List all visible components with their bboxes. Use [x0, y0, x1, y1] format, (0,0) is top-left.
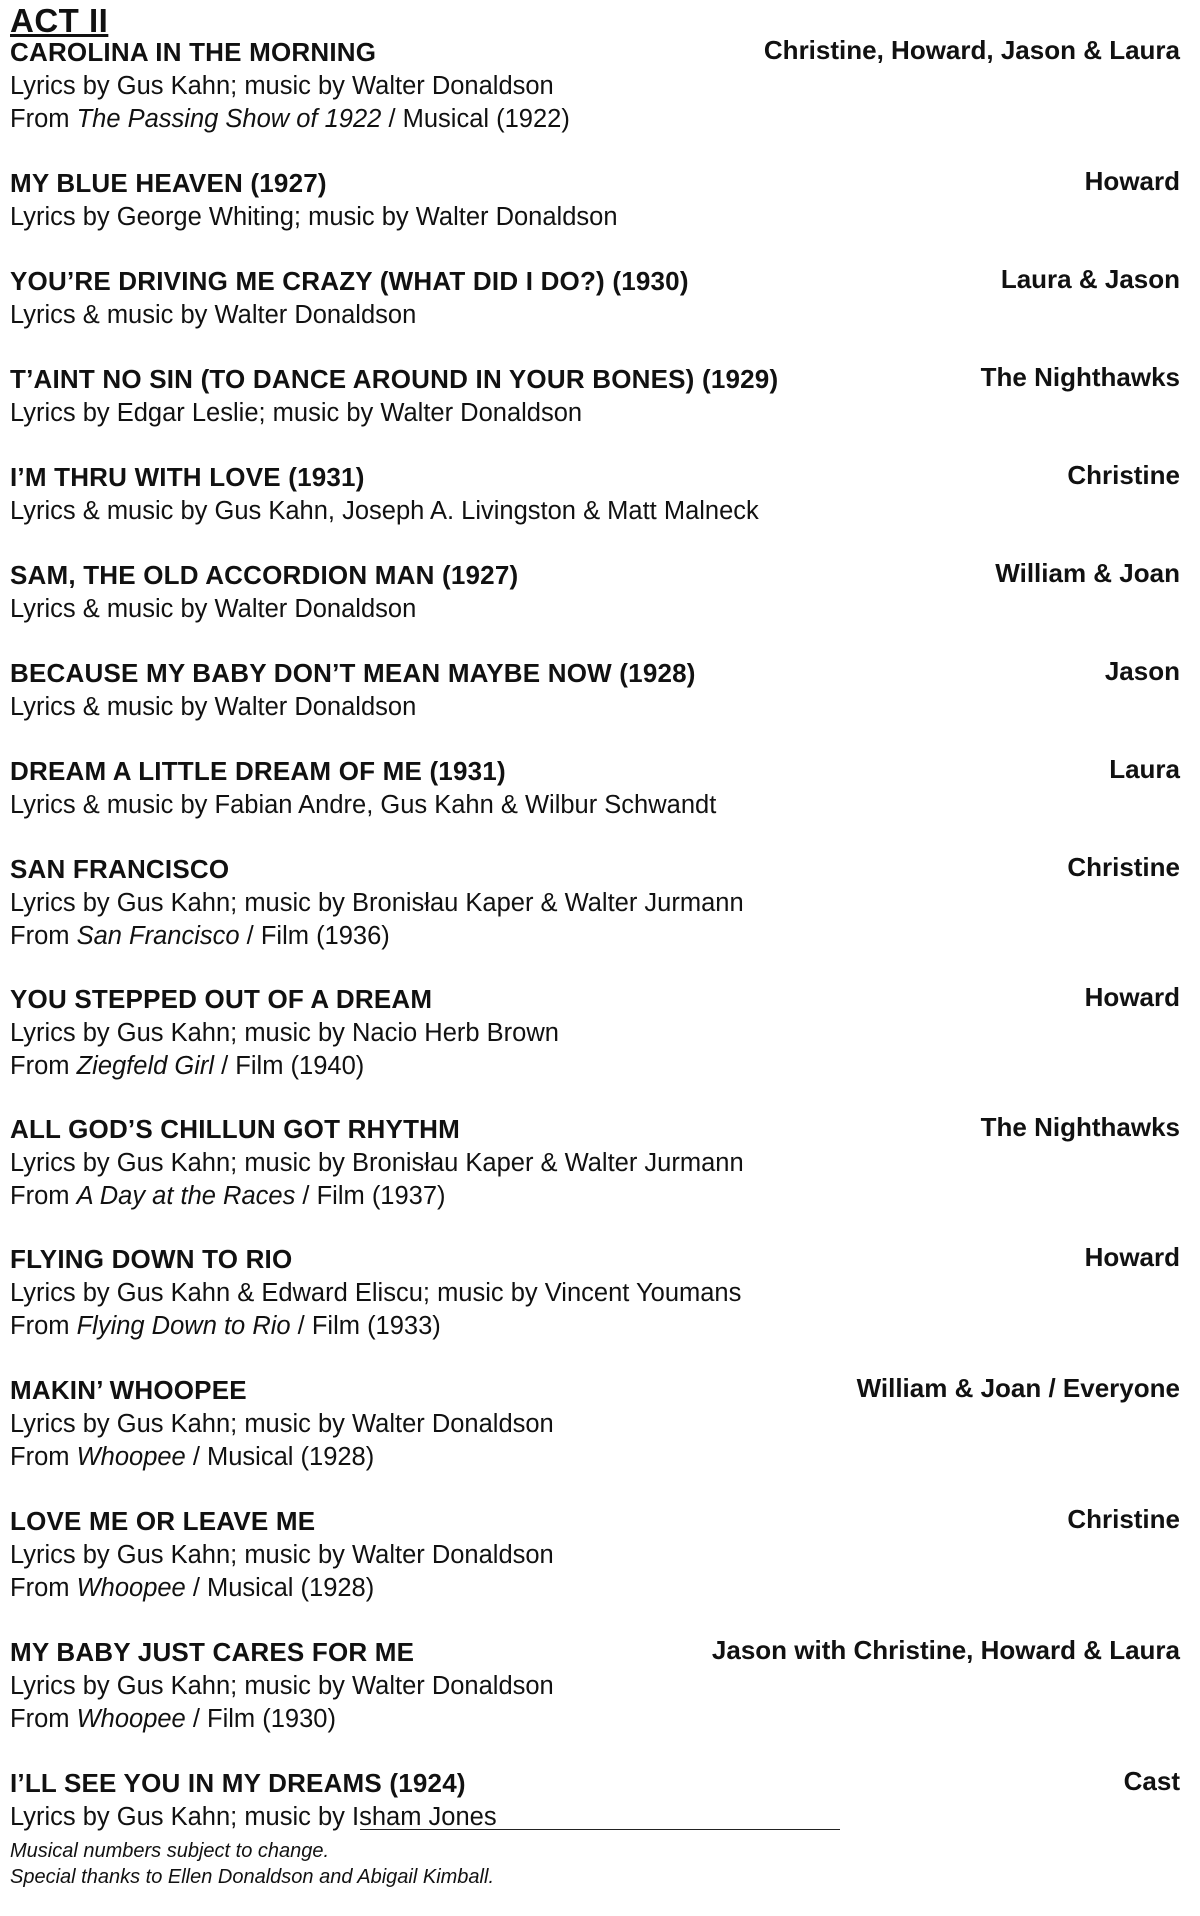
- song-performers: Howard: [1084, 166, 1180, 196]
- song-credits: Lyrics by Gus Kahn; music by Walter Donaldson: [10, 1541, 554, 1569]
- song-credits: Lyrics by Gus Kahn; music by Walter Donaldson: [10, 72, 554, 100]
- song-performers: Christine: [1067, 852, 1180, 882]
- song-source: [10, 103, 1180, 136]
- source-suffix: / Musical (1928): [185, 1443, 375, 1471]
- song-entry: [10, 1244, 1180, 1343]
- source-title: San Francisco: [76, 922, 240, 950]
- source-title: Ziegfeld Girl: [76, 1052, 215, 1080]
- song-source: [10, 1441, 1180, 1474]
- song-source: [10, 920, 1180, 953]
- song-performers: Laura & Jason: [1000, 264, 1180, 294]
- song-entry: [10, 756, 1180, 822]
- song-credits: Lyrics & music by Walter Donaldson: [10, 595, 417, 623]
- song-credits: Lyrics by Gus Kahn; music by Walter Donaldson: [10, 1672, 554, 1700]
- song-title: YOU’RE DRIVING ME CRAZY (WHAT DID I DO?) (1930): [10, 266, 689, 296]
- song-entry: [10, 658, 1180, 724]
- source-suffix: / Musical (1922): [381, 105, 570, 133]
- source-prefix: From: [10, 1182, 77, 1210]
- song-header: [10, 37, 1180, 70]
- song-title: MAKIN’ WHOOPEE: [10, 1375, 247, 1405]
- song-performers: Jason with Christine, Howard & Laura: [711, 1635, 1180, 1665]
- source-prefix: From: [10, 1052, 77, 1080]
- song-header: [10, 658, 1180, 691]
- source-suffix: / Film (1930): [185, 1705, 336, 1733]
- song-header: [10, 560, 1180, 593]
- song-entry: [10, 37, 1180, 136]
- source-prefix: From: [10, 1705, 77, 1733]
- song-header: [10, 462, 1180, 495]
- song-credits: Lyrics by Gus Kahn & Edward Eliscu; music by Vincent Youmans: [10, 1279, 742, 1307]
- source-prefix: From: [10, 1443, 77, 1471]
- song-source: [10, 1180, 1180, 1213]
- source-prefix: From: [10, 922, 77, 950]
- song-credits: Lyrics & music by Walter Donaldson: [10, 301, 417, 329]
- act-title: ACT II: [10, 2, 109, 39]
- song-credits: Lyrics by Gus Kahn; music by Walter Donaldson: [10, 1410, 554, 1438]
- song-title: I’M THRU WITH LOVE (1931): [10, 462, 365, 492]
- footnotes: [10, 1838, 494, 1890]
- song-entry: [10, 266, 1180, 332]
- source-suffix: / Musical (1928): [185, 1574, 375, 1602]
- song-performers: William & Joan / Everyone: [856, 1373, 1180, 1403]
- footnote-line: Special thanks to Ellen Donaldson and Abigail Kimball.: [10, 1866, 494, 1888]
- song-title: DREAM A LITTLE DREAM OF ME (1931): [10, 756, 506, 786]
- source-prefix: From: [10, 1312, 77, 1340]
- footnote-line: Musical numbers subject to change.: [10, 1840, 330, 1862]
- song-header: [10, 854, 1180, 887]
- song-performers: Howard: [1084, 982, 1180, 1012]
- song-credits: Lyrics by Gus Kahn; music by Nacio Herb Brown: [10, 1019, 559, 1047]
- source-prefix: From: [10, 105, 77, 133]
- song-title: ALL GOD’S CHILLUN GOT RHYTHM: [10, 1114, 460, 1144]
- source-title: Whoopee: [76, 1443, 186, 1471]
- song-credits: Lyrics by Gus Kahn; music by Isham Jones: [10, 1803, 497, 1831]
- song-entry: [10, 168, 1180, 234]
- song-title: BECAUSE MY BABY DON’T MEAN MAYBE NOW (1928): [10, 658, 696, 688]
- source-suffix: / Film (1940): [214, 1052, 365, 1080]
- song-credits: Lyrics & music by Walter Donaldson: [10, 693, 417, 721]
- source-suffix: / Film (1933): [290, 1312, 441, 1340]
- song-title: FLYING DOWN TO RIO: [10, 1244, 293, 1274]
- song-credits: Lyrics & music by Gus Kahn, Joseph A. Livingston & Matt Malneck: [10, 497, 759, 525]
- song-entry: [10, 984, 1180, 1083]
- song-performers: Cast: [1123, 1766, 1180, 1796]
- song-source: [10, 1050, 1180, 1083]
- source-title: Flying Down to Rio: [76, 1312, 291, 1340]
- source-prefix: From: [10, 1574, 77, 1602]
- song-source: [10, 1703, 1180, 1736]
- song-header: [10, 1375, 1180, 1408]
- song-header: [10, 984, 1180, 1017]
- source-suffix: / Film (1937): [295, 1182, 446, 1210]
- song-header: [10, 756, 1180, 789]
- song-performers: The Nighthawks: [980, 362, 1180, 392]
- song-credits: Lyrics by Edgar Leslie; music by Walter Donaldson: [10, 399, 583, 427]
- song-entry: [10, 1637, 1180, 1736]
- song-source: [10, 1310, 1180, 1343]
- song-credits: Lyrics by Gus Kahn; music by Bronisłau Kaper & Walter Jurmann: [10, 889, 744, 917]
- song-entry: [10, 1506, 1180, 1605]
- song-header: [10, 1244, 1180, 1277]
- song-performers: Christine: [1067, 1504, 1180, 1534]
- song-title: CAROLINA IN THE MORNING: [10, 37, 377, 67]
- song-source: [10, 1572, 1180, 1605]
- song-header: [10, 364, 1180, 397]
- song-performers: William & Joan: [995, 558, 1180, 588]
- song-entry: [10, 364, 1180, 430]
- song-title: SAM, THE OLD ACCORDION MAN (1927): [10, 560, 519, 590]
- song-title: MY BLUE HEAVEN (1927): [10, 168, 327, 198]
- song-header: [10, 1637, 1180, 1670]
- source-title: Whoopee: [76, 1705, 186, 1733]
- song-performers: Jason: [1104, 656, 1180, 686]
- song-performers: Christine, Howard, Jason & Laura: [763, 35, 1180, 65]
- program-page: [10, 0, 1180, 1916]
- song-credits: Lyrics by George Whiting; music by Walter Donaldson: [10, 203, 618, 231]
- song-performers: The Nighthawks: [980, 1112, 1180, 1142]
- song-header: [10, 266, 1180, 299]
- song-header: [10, 168, 1180, 201]
- song-entry: [10, 462, 1180, 528]
- song-header: [10, 1768, 1180, 1801]
- song-title: MY BABY JUST CARES FOR ME: [10, 1637, 415, 1667]
- song-entry: [10, 560, 1180, 626]
- song-title: T’AINT NO SIN (TO DANCE AROUND IN YOUR BONES) (1929): [10, 364, 779, 394]
- song-performers: Christine: [1067, 460, 1180, 490]
- song-entry: [10, 854, 1180, 953]
- song-performers: Laura: [1109, 754, 1180, 784]
- song-header: [10, 1114, 1180, 1147]
- song-credits: Lyrics by Gus Kahn; music by Bronisłau Kaper & Walter Jurmann: [10, 1149, 744, 1177]
- song-entry: [10, 1768, 1180, 1834]
- source-title: Whoopee: [76, 1574, 186, 1602]
- source-suffix: / Film (1936): [239, 922, 390, 950]
- source-title: The Passing Show of 1922: [76, 105, 382, 133]
- song-title: I’LL SEE YOU IN MY DREAMS (1924): [10, 1768, 466, 1798]
- song-title: LOVE ME OR LEAVE ME: [10, 1506, 316, 1536]
- song-credits: Lyrics & music by Fabian Andre, Gus Kahn & Wilbur Schwandt: [10, 791, 717, 819]
- divider-line: [360, 1829, 840, 1830]
- song-performers: Howard: [1084, 1242, 1180, 1272]
- song-title: YOU STEPPED OUT OF A DREAM: [10, 984, 433, 1014]
- song-header: [10, 1506, 1180, 1539]
- source-title: A Day at the Races: [76, 1182, 296, 1210]
- song-entry: [10, 1114, 1180, 1213]
- song-entry: [10, 1375, 1180, 1474]
- song-title: SAN FRANCISCO: [10, 854, 230, 884]
